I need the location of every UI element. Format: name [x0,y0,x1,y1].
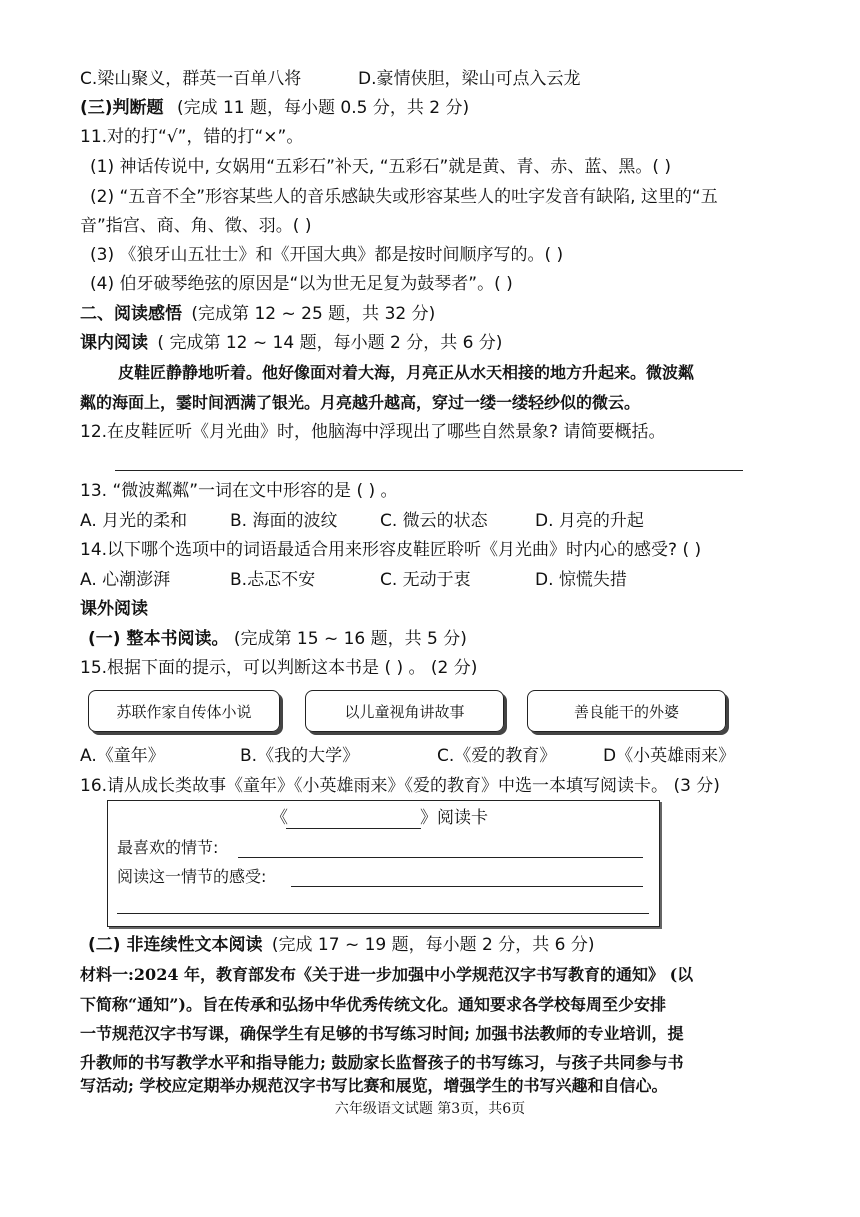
hint-box-3 [527,690,726,732]
material1-line-5: 写活动; 学校应定期举办规范汉字书写比赛和展览，增强学生的书写兴趣和自信心。 [80,1076,668,1095]
q11-item-3: (3) 《狼牙山五壮士》和《开国大典》都是按时间顺序写的。( ) [90,245,564,265]
card-fav-line[interactable] [238,857,643,858]
card-feel-line-1[interactable] [291,886,643,887]
section3-title: (三)判断题 [80,98,164,118]
q13-option-b[interactable]: B. 海面的波纹 [230,511,338,531]
q12-answer-line[interactable] [115,470,743,471]
q11-item-2a: (2) “五音不全”形容某些人的音乐感缺失或形容某些人的吐字发音有缺陷, 这里的“五 [90,187,718,207]
noncontinuous-note: (完成 17 ~ 19 题，每小题 2 分，共 6 分) [271,935,595,955]
reading-card [107,800,660,927]
section3-heading [80,97,469,119]
q14-option-a[interactable]: A. 心潮澎湃 [80,570,171,590]
part2-heading [80,303,435,325]
material1-line-3: 一节规范汉字书写课，确保学生有足够的书写练习时间; 加强书法教师的专业培训，提 [80,1024,684,1043]
q11-item-1: (1) 神话传说中, 女娲用“五彩石”补天, “五彩石”就是黄、青、赤、蓝、黑。( ) [90,157,671,177]
hint-box-1 [88,690,280,732]
passage-line-2: 粼的海面上，霎时间洒满了银光。月亮越升越高，穿过一缕一缕轻纱似的微云。 [80,393,641,412]
inclass-note: ( 完成第 12 ~ 14 题，每小题 2 分，共 6 分) [157,333,503,353]
card-title-open: 《 [271,808,288,828]
q13-option-d[interactable]: D. 月亮的升起 [535,511,644,531]
material1-line-1 [80,964,693,986]
q13-option-c[interactable]: C. 微云的状态 [380,511,488,531]
q11-item-2b: 音”指宫、商、角、徵、羽。( ) [80,216,312,236]
q15-option-b[interactable]: B.《我的大学》 [240,746,360,766]
q14-stem: 14.以下哪个选项中的词语最适合用来形容皮鞋匠聆听《月光曲》时内心的感受? ( ) [80,540,702,560]
q12-stem: 12.在皮鞋匠听《月光曲》时，他脑海中浮现出了哪些自然景象? 请简要概括。 [80,422,666,442]
hint-box-2 [305,690,504,732]
hint-text-1: 苏联作家自传体小说 [116,702,252,721]
noncontinuous-heading [88,934,595,956]
material1-line-2: 下简称“通知”)。旨在传承和弘扬中华优秀传统文化。通知要求各学校每周至少安排 [80,995,666,1014]
part2-note: (完成第 12 ~ 25 题，共 32 分) [191,304,436,324]
material1-text-1: 2024 年，教育部发布《关于进一步加强中小学规范汉字书写教育的通知》 (以 [133,965,694,984]
inclass-heading [80,332,502,354]
outclass-title: 课外阅读 [80,599,148,619]
option-d-line: D.豪情侠胆，梁山可点入云龙 [358,69,581,89]
noncontinuous-title: (二) 非连续性文本阅读 [88,935,263,955]
material1-line-4: 升教师的书写教学水平和指导能力; 鼓励家长监督孩子的书写练习，与孩子共同参与书 [80,1053,684,1072]
q13-option-a[interactable]: A. 月光的柔和 [80,511,188,531]
card-feel-line-2[interactable] [117,913,649,914]
card-feel-label: 阅读这一情节的感受: [117,867,267,886]
inclass-title: 课内阅读 [80,333,148,353]
page-footer: 六年级语文试题 第3页，共6页 [334,1101,526,1117]
whole-book-note: (完成第 15 ~ 16 题，共 5 分) [233,629,467,649]
q14-option-c[interactable]: C. 无动于衷 [380,570,471,590]
material1-label: 材料一: [80,965,134,984]
card-title-close: 》阅读卡 [420,808,488,828]
passage-line-1: 皮鞋匠静静地听着。他好像面对着大海，月亮正从水天相接的地方升起来。微波粼 [118,363,695,382]
q15-option-d[interactable]: D《小英雄雨来》 [603,746,736,766]
q15-stem: 15.根据下面的提示，可以判断这本书是 ( ) 。 (2 分) [80,658,478,678]
q14-option-d[interactable]: D. 惊慌失措 [535,570,627,590]
part2-title: 二、阅读感悟 [80,304,182,324]
card-book-name-line[interactable] [286,828,421,829]
hint-text-3: 善良能干的外婆 [573,702,679,721]
q15-option-c[interactable]: C.《爱的教育》 [437,746,557,766]
q11-stem: 11.对的打“√”，错的打“×”。 [80,127,304,147]
whole-book-heading [88,628,467,650]
section3-note: (完成 11 题，每小题 0.5 分，共 2 分) [176,98,470,118]
q16-stem: 16.请从成长类故事《童年》《小英雄雨来》《爱的教育》中选一本填写阅读卡。 (3 分) [80,776,720,796]
q11-item-4: (4) 伯牙破琴绝弦的原因是“以为世无足复为鼓琴者”。( ) [90,274,513,294]
q13-stem: 13. “微波粼粼”一词在文中形容的是 ( ) 。 [80,481,398,501]
hint-text-2: 以儿童视角讲故事 [344,702,465,721]
whole-book-title: (一) 整本书阅读。 [88,629,229,649]
q15-option-a[interactable]: A.《童年》 [80,746,165,766]
q14-option-b[interactable]: B.忐忑不安 [230,570,316,590]
option-c-line: C.梁山聚义，群英一百单八将 [80,69,302,89]
card-fav-label: 最喜欢的情节: [117,838,219,857]
